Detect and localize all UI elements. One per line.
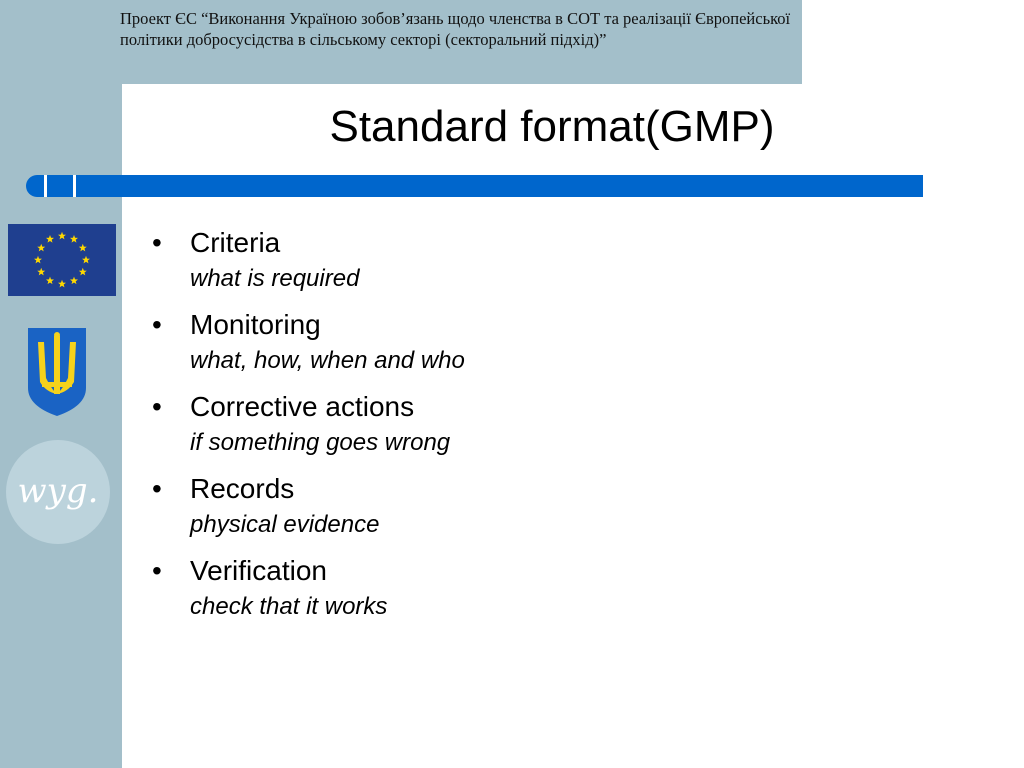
- eu-flag-icon: [8, 224, 116, 296]
- logo-wordmark: wyg.: [17, 471, 99, 511]
- bullet-list: [152, 226, 912, 636]
- bullet-label: Verification: [190, 555, 327, 586]
- bullet-item: [152, 308, 912, 375]
- bullet-dot: •: [152, 309, 162, 340]
- bullet-subtext: physical evidence: [190, 511, 380, 538]
- bullet-subtext: what is required: [190, 265, 360, 292]
- bullet-label: Criteria: [190, 227, 281, 258]
- bullet-label: Records: [190, 473, 295, 504]
- project-header: Проект ЄС “Виконання Україною зобов’язань щодо членства в СОТ та реалізації Європейської політики добросусідства в сільському секторі (секторальний підхід)”: [120, 9, 791, 49]
- bullet-item: [152, 226, 912, 293]
- bullet-dot: •: [152, 391, 162, 422]
- bullet-item: [152, 472, 912, 539]
- bullet-subtext: check that it works: [190, 593, 388, 620]
- bullet-dot: •: [152, 555, 162, 586]
- ukraine-trident-icon: [24, 326, 90, 418]
- bullet-label: Monitoring: [190, 309, 321, 340]
- accent-bar: [26, 175, 923, 197]
- slide-title: Standard format(GMP): [329, 102, 775, 151]
- bullet-subtext: if something goes wrong: [190, 429, 451, 456]
- bullet-dot: •: [152, 227, 162, 258]
- bullet-item: [152, 390, 912, 457]
- bullet-subtext: what, how, when and who: [190, 347, 465, 374]
- accent-bar-gap: [73, 175, 76, 197]
- bullet-dot: •: [152, 473, 162, 504]
- bullet-item: [152, 554, 912, 621]
- bullet-label: Corrective actions: [190, 391, 415, 422]
- wyg-logo-icon: [6, 440, 110, 544]
- accent-bar-gap: [44, 175, 47, 197]
